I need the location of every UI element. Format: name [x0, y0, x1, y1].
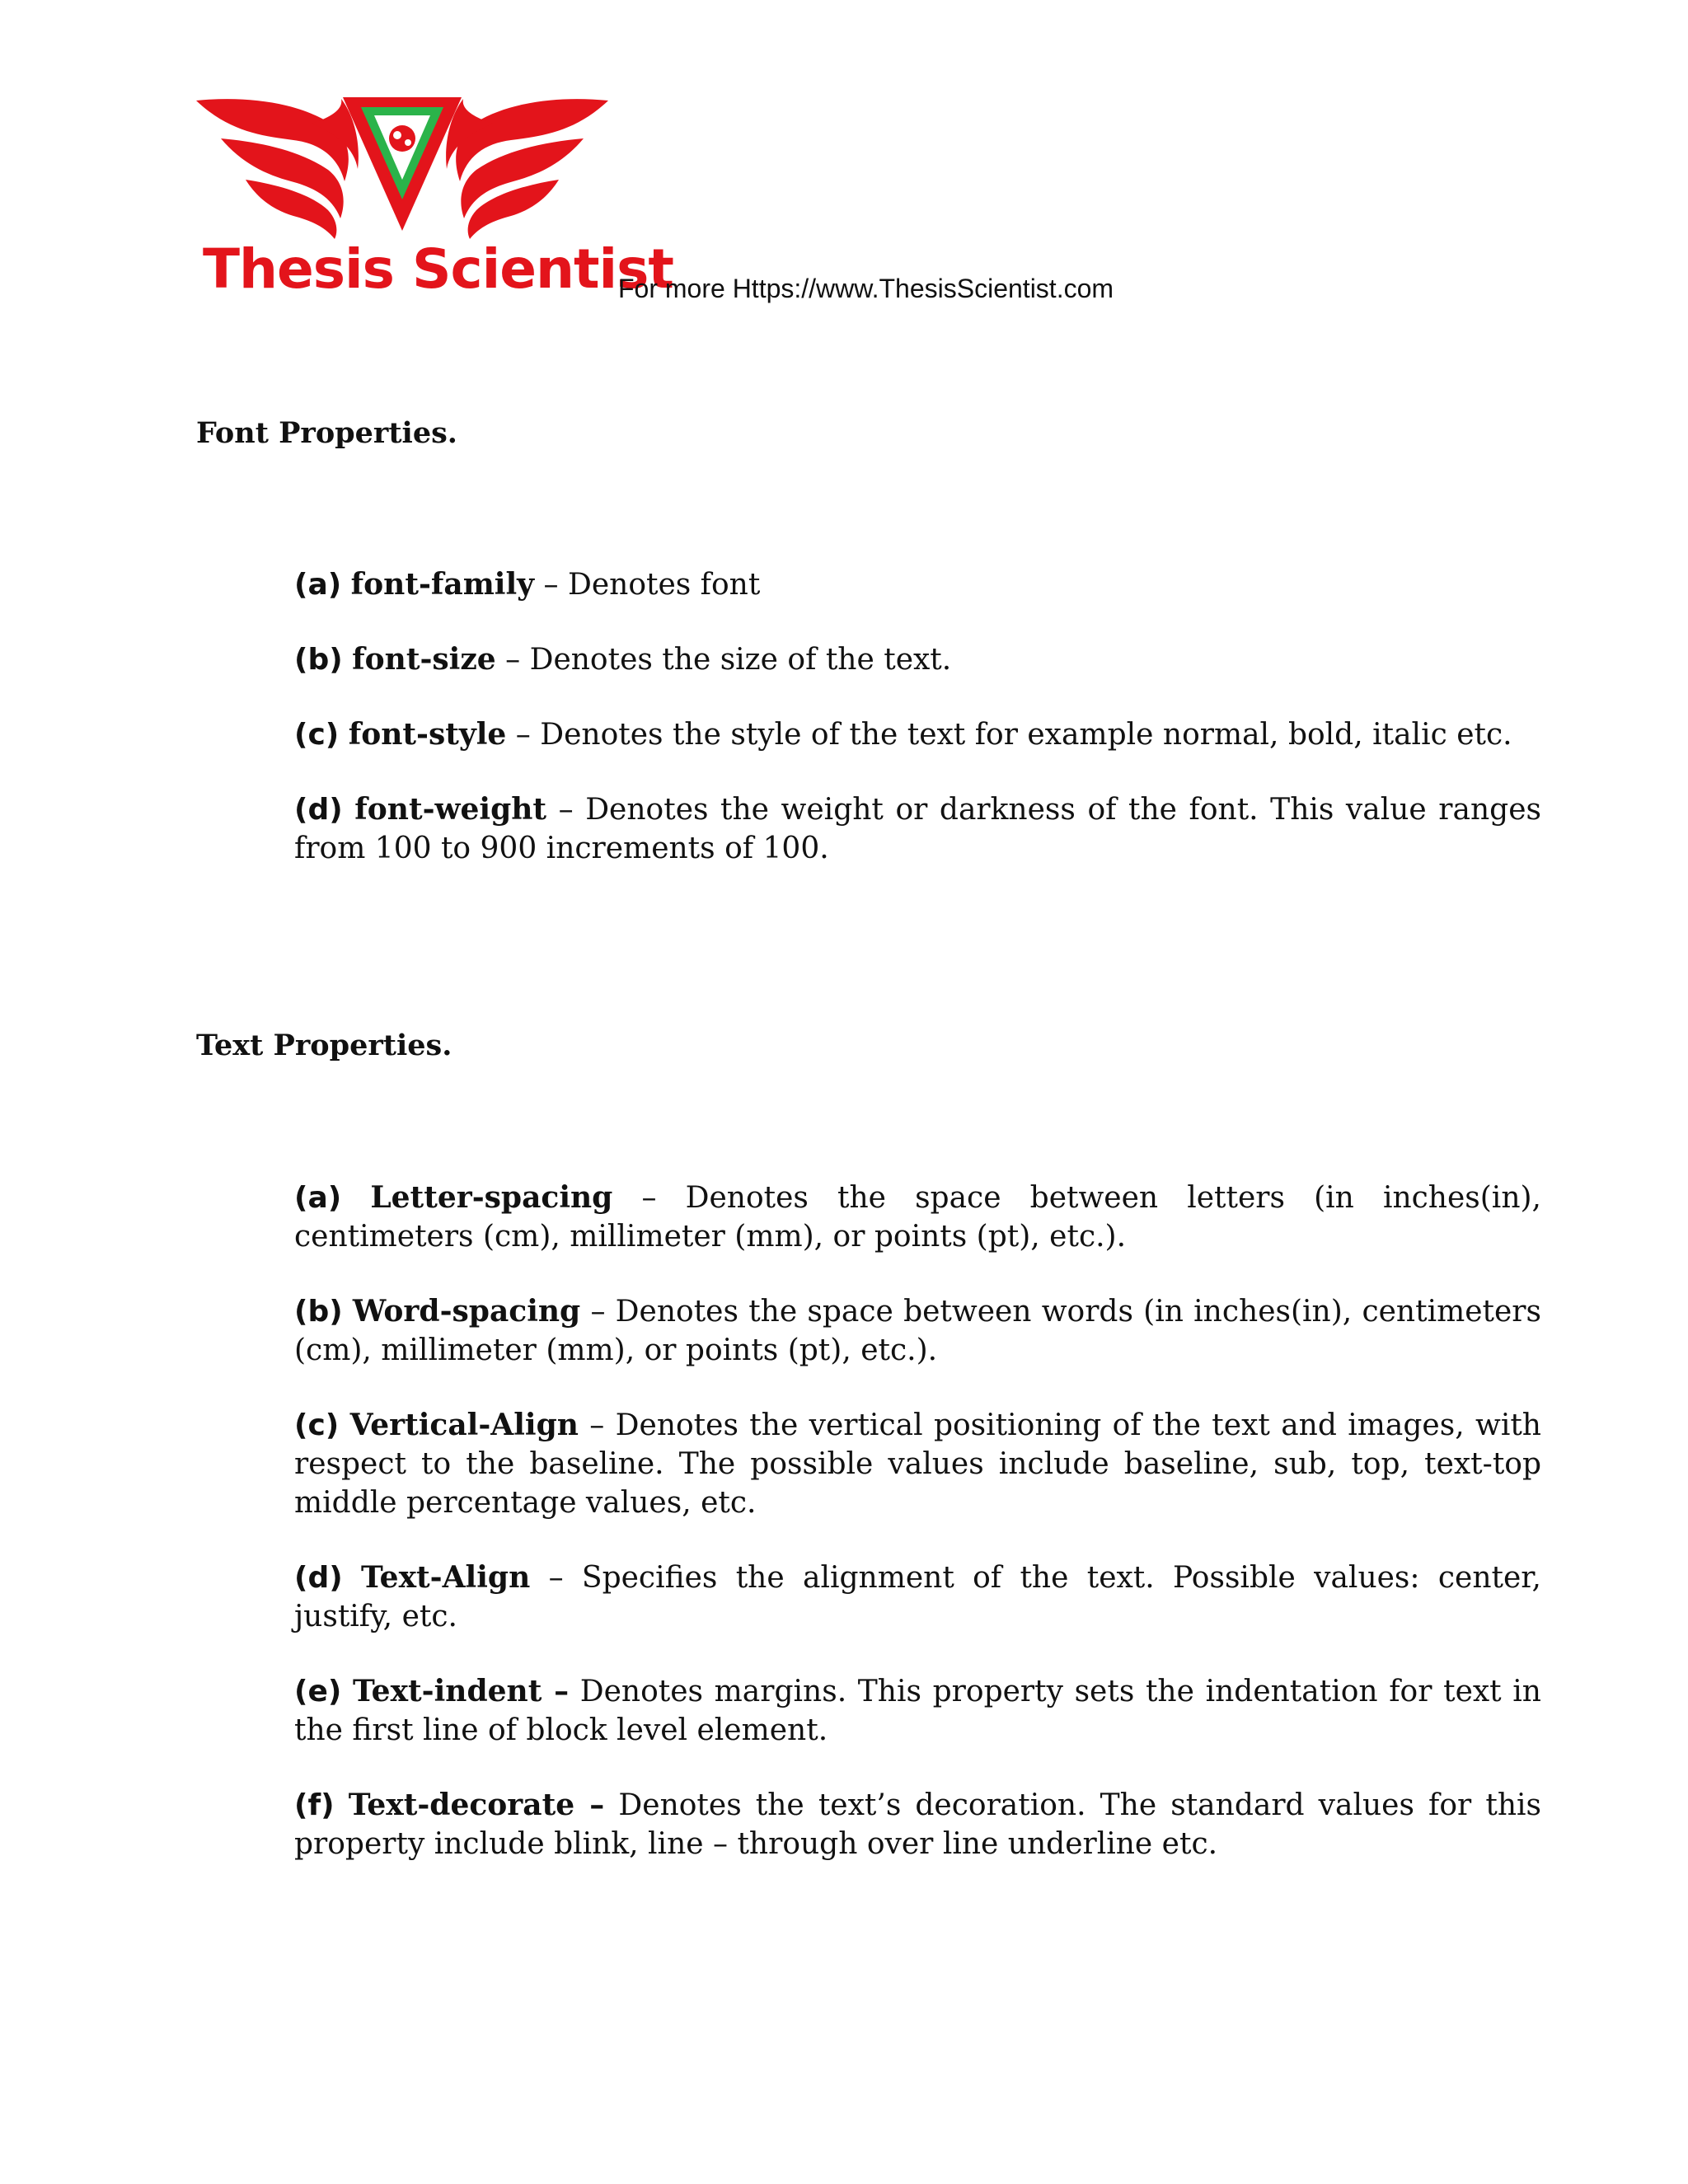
- item-description: Denotes the text’s decoration. The standard values for this property include blink, line – through over line underline etc.: [294, 1788, 1541, 1861]
- list-item: [294, 1786, 1541, 1863]
- font-properties-list: [294, 565, 1541, 904]
- list-item: [294, 1558, 1541, 1636]
- item-term: Vertical-Align: [349, 1408, 579, 1442]
- item-description: – Denotes the size of the text.: [495, 643, 952, 677]
- item-term: Text-Align: [361, 1560, 531, 1595]
- item-label: (d): [294, 1561, 343, 1595]
- item-description: – Denotes the vertical positioning of the text and images, with respect to the baseline. The possible values include baseline, sub, top, text-top middle percentage values, etc.: [294, 1408, 1541, 1520]
- list-item: [294, 790, 1541, 868]
- item-term: Text-decorate –: [348, 1788, 605, 1822]
- list-item: [294, 1179, 1541, 1256]
- item-description: Denotes margins. This property sets the indentation for text in the first line of block level element.: [294, 1675, 1541, 1747]
- item-label: (c): [294, 718, 340, 752]
- item-term: font-style: [348, 717, 507, 752]
- thesis-scientist-logo-icon: [196, 91, 608, 243]
- item-label: (a): [294, 1181, 342, 1215]
- item-description: – Specifies the alignment of the text. Possible values: center, justify, etc.: [294, 1561, 1541, 1633]
- item-term: Text-indent –: [353, 1674, 570, 1708]
- header-tagline: For more Https://www.ThesisScientist.com: [618, 274, 1114, 303]
- item-term: font-size: [352, 642, 496, 677]
- item-term: font-family: [350, 567, 535, 602]
- logo-wordmark: Thesis Scientist: [203, 237, 673, 301]
- item-term: Letter-spacing: [370, 1180, 613, 1215]
- item-description: – Denotes the space between letters (in inches(in), centimeters (cm), millimeter (mm), or points (pt), etc.).: [294, 1181, 1541, 1254]
- list-item: [294, 1292, 1541, 1370]
- list-item: [294, 715, 1541, 754]
- item-label: (f): [294, 1788, 335, 1822]
- item-label: (b): [294, 1295, 343, 1329]
- item-description: – Denotes the style of the text for example normal, bold, italic etc.: [506, 718, 1512, 752]
- item-term: font-weight: [354, 792, 547, 827]
- text-properties-heading: Text Properties.: [196, 1029, 452, 1062]
- item-description: – Denotes the weight or darkness of the font. This value ranges from 100 to 900 increments of 100.: [294, 793, 1541, 865]
- list-item: [294, 565, 1541, 604]
- item-label: (d): [294, 793, 343, 827]
- item-description: – Denotes font: [534, 568, 761, 602]
- item-term: Word-spacing: [352, 1294, 581, 1329]
- list-item: [294, 640, 1541, 679]
- list-item: [294, 1406, 1541, 1522]
- item-label: (c): [294, 1408, 340, 1442]
- item-label: (e): [294, 1675, 342, 1708]
- text-properties-list: [294, 1179, 1541, 1900]
- page-header: [196, 91, 1185, 313]
- font-properties-heading: Font Properties.: [196, 416, 457, 450]
- item-description: – Denotes the space between words (in inches(in), centimeters (cm), millimeter (mm), or points (pt), etc.).: [294, 1295, 1541, 1367]
- list-item: [294, 1672, 1541, 1750]
- item-label: (a): [294, 568, 342, 602]
- item-label: (b): [294, 643, 343, 677]
